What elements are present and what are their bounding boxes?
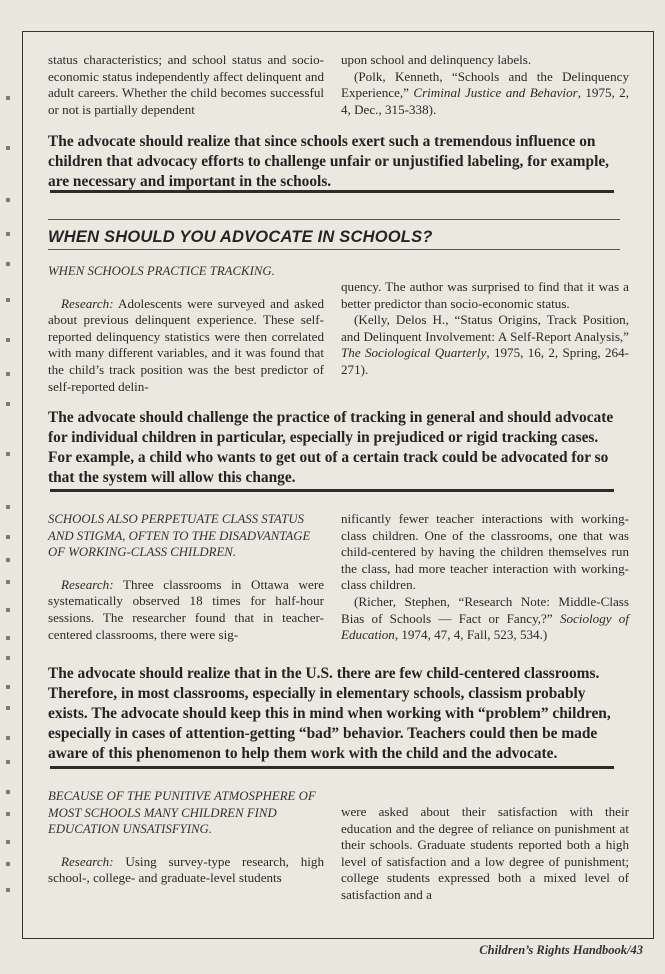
block2-subheading: WHEN SCHOOLS PRACTICE TRACKING. (48, 264, 275, 278)
block2-right-text: quency. The author was surprised to find that it was a better predictor than socio-economic status. (341, 279, 629, 311)
block3-citation: (Richer, Stephen, “Research Note: Middle-Class Bias of Schools — Fact or Fancy,?” Sociology of Education, 1974, 47, 4, Fall, 523, 534.) (341, 593, 629, 643)
block3-left-column (48, 511, 324, 643)
block1-callout: The advocate should realize that since schools exert such a tremendous influence on children that advocacy efforts to challenge unfair or unjustified labeling, for example, are necessary and important in the schools. (48, 133, 610, 190)
block3-research-text: Research: Three classrooms in Ottawa were systematically observed 18 times for half-hour sessions. The researcher found that in teacher-centered classrooms, there were sig- (48, 576, 324, 642)
section-heading: WHEN SHOULD YOU ADVOCATE IN SCHOOLS? (48, 228, 433, 246)
block3-subheading: SCHOOLS ALSO PERPETUATE CLASS STATUS AND STIGMA, OFTEN TO THE DISADVANTAGE OF WORKING-CLASS CHILDREN. (48, 512, 311, 560)
block1-right-column (341, 52, 629, 118)
block3-callout: The advocate should realize that in the U.S. there are few child-centered classrooms. Therefore, in most classrooms, especially in elementary schools, classism probably exists. The advocate should keep this in mind when working with “problem” children, especially in cases of attention-getting “bad” behavior. Teachers could then be made aware of this phenomenon to help them work with the child and the advocate. (48, 665, 611, 762)
block2-callout: The advocate should challenge the practice of tracking in general and should advocate for individual children in particular, especially in prejudiced or rigid tracking cases. For example, a child who wants to get out of a certain track could be advocated for so that the system will allow this change. (48, 409, 614, 486)
heading-rule-bottom (48, 249, 620, 250)
block1-left-text: status characteristics; and school status and socio-economic status independently affect delinquent and adult careers. Whether the child becomes successful or not is partially dependent (48, 52, 324, 117)
block2-research-text: Research: Adolescents were surveyed and asked about previous delinquent experience. These self-reported delinquency statistics were then correlated with many different variables, and it was found that the child’s track position was the best predictor of self-reported delin- (48, 295, 324, 394)
block1-right-text: upon school and delinquency labels. (341, 52, 532, 67)
block2-left-column (48, 263, 324, 395)
block3-right-text: nificantly fewer teacher interactions with working-class children. One of the classrooms, one that was child-centered by having the children themselves run the class, had more teacher interaction with working-class children. (341, 511, 629, 593)
divider (50, 190, 614, 193)
divider (50, 489, 614, 492)
block4-subheading: BECAUSE OF THE PUNITIVE ATMOSPHERE OF MOST SCHOOLS MANY CHILDREN FIND EDUCATION UNSATISFYING. (48, 789, 316, 837)
margin-marks (0, 0, 20, 974)
block4-research-text: Research: Using survey-type research, high school-, college- and graduate-level students (48, 853, 324, 886)
divider (50, 766, 614, 769)
page-footer: Children’s Rights Handbook/43 (479, 943, 643, 957)
block3-right-column (341, 511, 629, 644)
block2-citation: (Kelly, Delos H., “Status Origins, Track Position, and Delinquent Involvement: A Self-Report Analysis,” The Sociological Quarterly, 1975, 16, 2, Spring, 264-271). (341, 312, 629, 377)
block4-right-text: were asked about their satisfaction with their education and the degree of reliance on punishment at their schools. Graduate students reported both a high level of satisfaction and a low degree of punishment; college students expressed both a mixed level of satisfaction and a (341, 804, 629, 902)
block2-right-column (341, 279, 629, 379)
block4-left-column (48, 788, 324, 887)
block1-citation: (Polk, Kenneth, “Schools and the Delinquency Experience,” Criminal Justice and Behavior, 1975, 2, 4, Dec., 315-338). (341, 68, 629, 117)
heading-rule-top (48, 219, 620, 220)
